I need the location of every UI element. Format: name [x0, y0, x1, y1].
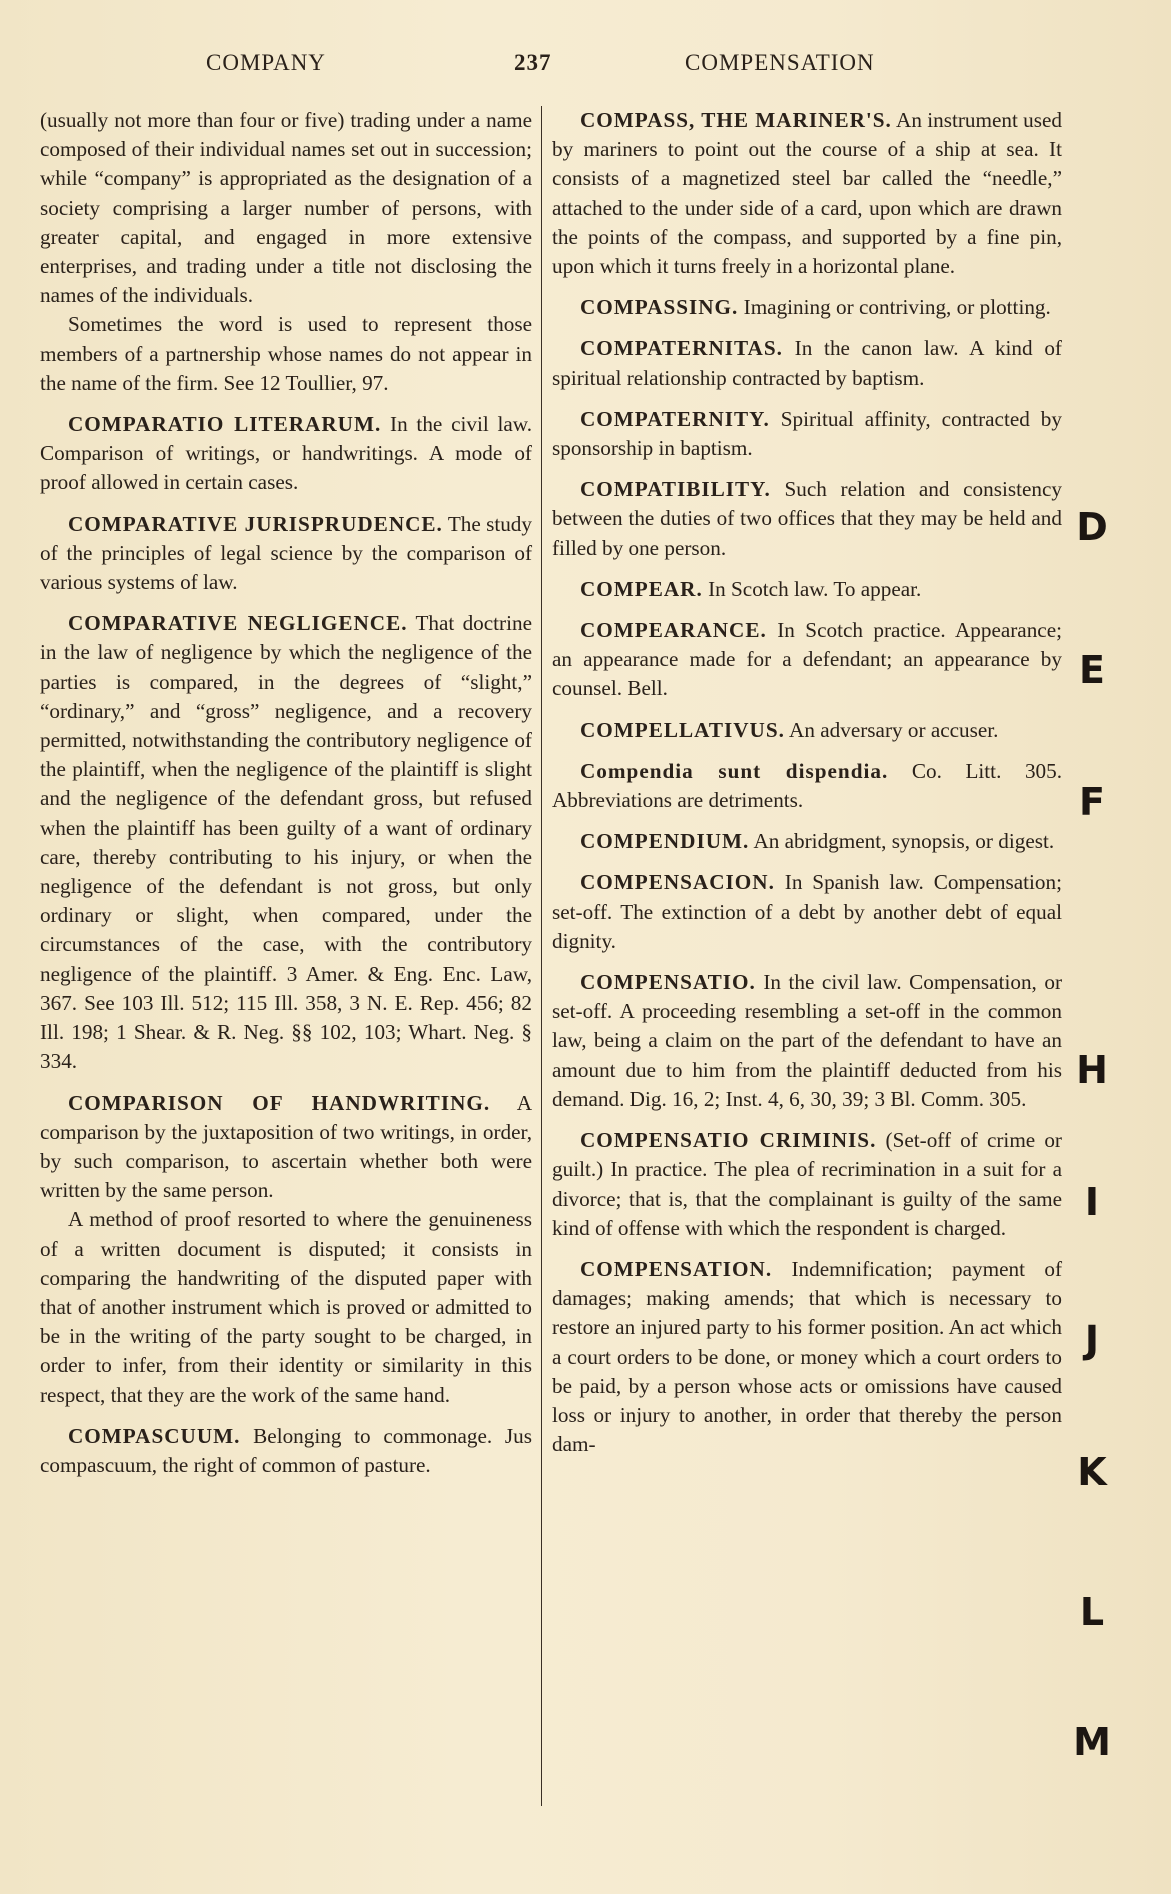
thumb-tab-j: J	[1084, 1318, 1100, 1362]
dictionary-entry	[40, 106, 532, 398]
entry-headword: COMPARATIVE NEGLIGENCE.	[68, 611, 408, 636]
entry-paragraph	[40, 310, 532, 398]
dictionary-entry	[552, 716, 1062, 745]
entry-headword: COMPASCUUM.	[68, 1423, 241, 1448]
dictionary-entry	[552, 475, 1062, 563]
entry-paragraph	[552, 405, 1062, 463]
definition-text: In Scotch law. To appear.	[708, 576, 922, 601]
entry-paragraph	[552, 293, 1062, 322]
dictionary-entry	[552, 868, 1062, 956]
entry-headword: COMPEARANCE.	[580, 618, 767, 643]
definition-text: In the civil law. Compensation, or set-off. A proceeding resembling a set-off in the common law, being a claim on the part of the defendant to have an amount due to him from the plaintiff deducted from his demand. Dig. 16, 2; Inst. 4, 6, 30, 39; 3 Bl. Comm. 305.	[552, 970, 1063, 1111]
dictionary-entry	[40, 1089, 532, 1410]
entry-headword: COMPENSACION.	[580, 870, 775, 895]
column-divider	[541, 106, 542, 1806]
definition-text: In Scotch practice. Appearance; an appearance made for a defendant; an appearance by counsel. Bell.	[552, 618, 1062, 701]
entry-paragraph	[40, 510, 532, 598]
entry-paragraph	[40, 1422, 532, 1480]
thumb-tab-h: H	[1076, 1048, 1108, 1092]
entry-paragraph	[552, 106, 1062, 281]
entry-paragraph	[552, 716, 1062, 745]
dictionary-entry	[552, 827, 1062, 856]
definition-text: (Set-off of crime or guilt.) In practice. The plea of recrimination in a suit for a divorce; that is, that the complainant is guilty of the same kind of offense with which the respondent is charged.	[552, 1128, 1062, 1240]
left-column	[40, 106, 532, 1492]
dictionary-entry	[40, 1422, 532, 1480]
entry-paragraph	[552, 757, 1062, 815]
entry-headword: COMPATIBILITY.	[580, 477, 771, 502]
entry-headword: COMPENSATIO CRIMINIS.	[580, 1128, 877, 1153]
definition-text: Indemnification; payment of damages; making amends; that which is necessary to restore an injured party to his former position. An act which a court orders to be done, or money which a court orders to be paid, by a person whose acts or omissions have caused loss or injury to another, in order that thereby the person dam-	[552, 1256, 1063, 1457]
entry-headword: COMPENSATION.	[580, 1256, 773, 1281]
thumb-tab-f: F	[1079, 780, 1105, 824]
thumb-tab-m: M	[1073, 1720, 1111, 1764]
dictionary-entry	[552, 1126, 1062, 1243]
dictionary-entry	[552, 293, 1062, 322]
dictionary-entry	[552, 575, 1062, 604]
entry-headword: COMPASS, THE MARINER'S.	[580, 108, 892, 132]
entry-headword: COMPATERNITY.	[580, 406, 770, 431]
definition-text: In the civil law. Comparison of writings, or handwritings. A mode of proof allowed in certain cases.	[40, 412, 533, 495]
definition-text: (usually not more than four or five) trading under a name composed of their individual names set out in succession; while “company” is appropriated as the designation of a society comprising a larger number of persons, with greater capital, and engaged in more extensive enterprises, and trading under a title not disclosing the names of the individuals.	[40, 108, 532, 308]
definition-text: An abridgment, synopsis, or digest.	[753, 829, 1055, 854]
entry-paragraph	[552, 827, 1062, 856]
entry-headword: COMPEAR.	[580, 576, 703, 601]
entry-paragraph	[40, 1205, 532, 1409]
definition-text: Such relation and consistency between the duties of two offices that they may be held and filled by one person.	[552, 477, 1063, 560]
definition-text: That doctrine in the law of negligence by which the negligence of the parties is compared, in the degrees of “slight,” “ordinary,” and “gross” negligence, and a recovery permitted, notwithstanding the contributory negligence of the plaintiff, when the negligence of the plaintiff is slight and the negligence of the defendant gross, but refused when the plaintiff has been guilty of a want of ordinary care, thereby contributing to his injury, or when the negligence of the defendant is not gross, but only ordinary or slight, when compared, under the circumstances of the case, with the contributory negligence of the plaintiff. 3 Amer. & Eng. Enc. Law, 367. See 103 Ill. 512; 115 Ill. 358, 3 N. E. Rep. 456; 82 Ill. 198; 1 Shear. & R. Neg. §§ 102, 103; Whart. Neg. § 334.	[40, 611, 532, 1074]
definition-text: A method of proof resorted to where the genuineness of a written document is disputed; it consists in comparing the handwriting of the disputed paper with that of another instrument which is proved or admitted to be in the writing of the party sought to be charged, in order to infer, from their identity or similarity in this respect, that they are the work of the same hand.	[40, 1207, 532, 1407]
header-left-guide-word: COMPANY	[206, 50, 326, 75]
thumb-tab-d: D	[1076, 505, 1108, 549]
page-number: 237	[514, 50, 552, 75]
thumb-tab-i: I	[1084, 1180, 1100, 1224]
definition-text: An instrument used by mariners to point out the course of a ship at sea. It consists of a magnetized steel bar called the “needle,” attached to the under side of a card, upon which are drawn the points of the compass, and supported by a fine pin, upon which it turns freely in a horizontal plane.	[552, 108, 1062, 279]
entry-headword: COMPARATIVE JURISPRUDENCE.	[68, 511, 443, 536]
definition-text: The study of the principles of legal science by the comparison of various systems of law.	[40, 511, 532, 595]
definition-text: Co. Litt. 305. Abbreviations are detriments.	[552, 758, 1063, 813]
dictionary-entry	[552, 968, 1062, 1114]
entry-paragraph	[552, 1255, 1062, 1459]
entry-paragraph	[552, 868, 1062, 956]
entry-headword: COMPELLATIVUS.	[580, 717, 785, 742]
entry-paragraph	[40, 106, 532, 310]
entry-paragraph	[552, 616, 1062, 704]
entry-headword: COMPARATIO LITERARUM.	[68, 412, 382, 437]
right-column	[552, 106, 1062, 1471]
definition-text: In Spanish law. Compensation; set-off. The extinction of a debt by another debt of equal dignity.	[552, 870, 1062, 953]
thumb-tab-l: L	[1079, 1590, 1105, 1634]
header-right-guide-word: COMPENSATION	[685, 50, 875, 75]
definition-text: Spiritual affinity, contracted by sponsorship in baptism.	[552, 406, 1062, 461]
thumb-index-tabs	[1072, 0, 1132, 1894]
thumb-tab-k: K	[1077, 1450, 1107, 1494]
entry-paragraph	[552, 334, 1062, 392]
entry-headword: COMPATERNITAS.	[580, 336, 783, 361]
entry-headword: COMPENSATIO.	[580, 970, 756, 995]
entry-paragraph	[40, 609, 532, 1076]
dictionary-entry	[40, 510, 532, 598]
definition-text: In the canon law. A kind of spiritual relationship contracted by baptism.	[552, 336, 1062, 390]
definition-text: An adversary or accuser.	[789, 717, 999, 742]
entry-paragraph	[552, 968, 1062, 1114]
dictionary-entry	[552, 616, 1062, 704]
dictionary-entry	[552, 106, 1062, 281]
dictionary-entry	[40, 609, 532, 1076]
entry-headword: Compendia sunt dispendia.	[580, 758, 889, 783]
entry-paragraph	[552, 475, 1062, 563]
entry-paragraph	[40, 410, 532, 498]
thumb-tab-e: E	[1079, 648, 1105, 692]
definition-text: Imagining or contriving, or plotting.	[743, 295, 1051, 320]
dictionary-entry	[552, 405, 1062, 463]
running-header	[0, 50, 1171, 86]
entry-headword: COMPARISON OF HANDWRITING.	[68, 1090, 491, 1115]
entry-paragraph	[40, 1089, 532, 1206]
entry-paragraph	[552, 1126, 1062, 1243]
entry-paragraph	[552, 575, 1062, 604]
definition-text: Sometimes the word is used to represent those members of a partnership whose names do not appear in the name of the firm. See 12 Toullier, 97.	[40, 312, 532, 395]
dictionary-entry	[552, 334, 1062, 392]
entry-headword: COMPENDIUM.	[580, 829, 750, 854]
dictionary-entry	[40, 410, 532, 498]
dictionary-entry	[552, 757, 1062, 815]
definition-text: Belonging to commonage. Jus compascuum, the right of common of pasture.	[40, 1423, 532, 1477]
entry-headword: COMPASSING.	[580, 295, 739, 320]
dictionary-entry	[552, 1255, 1062, 1459]
definition-text: A comparison by the juxtaposition of two writings, in order, by such comparison, to ascertain whether both were written by the same person.	[40, 1090, 532, 1203]
